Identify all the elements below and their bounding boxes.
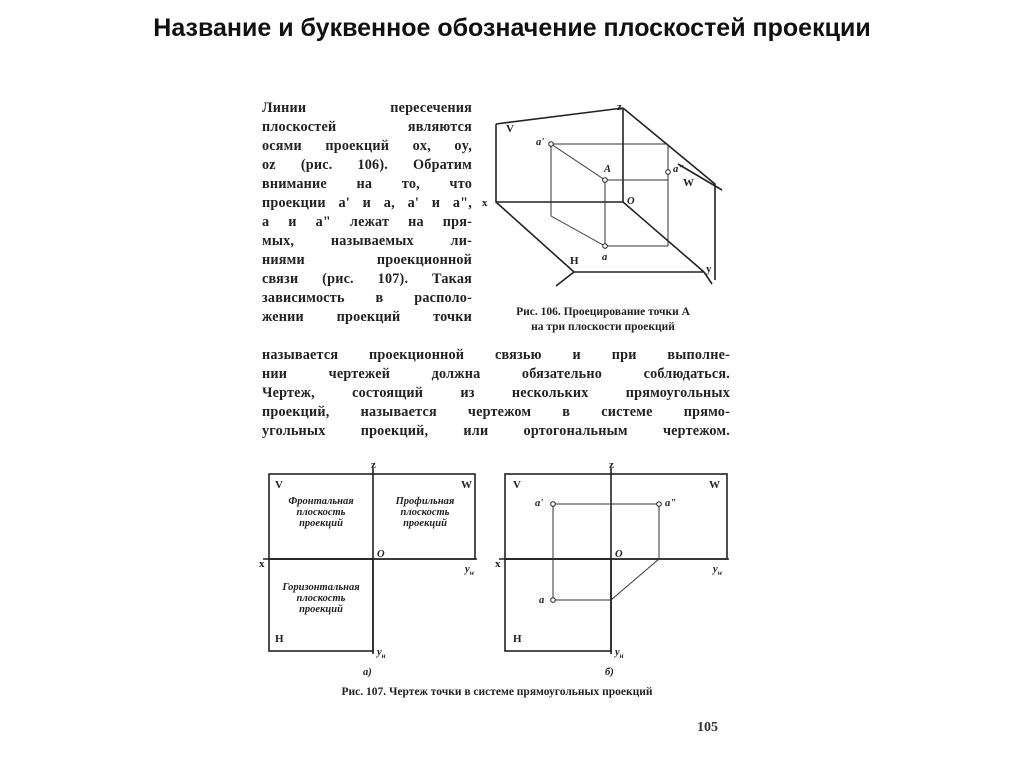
figure-107a (255, 460, 485, 685)
label-a: a (602, 252, 608, 263)
text-line: нии чертежей должна обязательно соблюдаться. (262, 366, 730, 382)
text-line: проекций, называется чертежом в системе прямо- (262, 404, 730, 420)
horizontal-line: проекций (299, 604, 343, 615)
label-sub: н (381, 652, 386, 660)
text-line: плоскостей являются (262, 119, 472, 135)
text-line: жении проекций точки (262, 309, 472, 325)
h-arrow (556, 272, 574, 286)
h-plane-edge (496, 202, 574, 272)
oy-axis (623, 202, 704, 272)
text-line: зависимость в располо- (262, 290, 472, 306)
label-W: W (461, 479, 472, 491)
label-V: V (275, 479, 283, 491)
page-number: 105 (697, 720, 718, 735)
label-sub: w (717, 569, 723, 577)
proj-line (611, 559, 659, 600)
label-x: x (259, 558, 265, 570)
label-W: W (683, 177, 694, 189)
point-a (551, 598, 556, 603)
label-yh (375, 647, 386, 660)
label-x: x (482, 197, 488, 209)
label-a-dprime: a" (665, 498, 677, 509)
label-yw (711, 564, 723, 577)
sublabel-a: а) (363, 667, 372, 678)
label-y: y (377, 647, 382, 658)
label-yh (613, 647, 624, 660)
label-y: y (706, 263, 712, 275)
profile-line: Профильная (395, 496, 455, 507)
label-a-prime: a' (535, 498, 544, 509)
point-a-prime (551, 502, 556, 507)
proj-line (551, 144, 605, 180)
label-y: y (465, 564, 470, 575)
label-V: V (513, 479, 521, 491)
horizontal-line: Горизонтальная (282, 582, 360, 593)
figure-106-caption (478, 305, 728, 335)
text-line: Линии пересечения (262, 100, 472, 116)
paragraph-left (262, 99, 472, 327)
text-line: мых, называемых ли- (262, 233, 472, 249)
frontal-line: проекций (299, 518, 343, 529)
figure-106 (478, 100, 738, 300)
text-line: ниями проекционной (262, 252, 472, 268)
label-sub: н (619, 652, 624, 660)
frontal-line: плоскость (296, 507, 346, 518)
text-line: внимание на то, что (262, 176, 472, 192)
label-yw (463, 564, 475, 577)
v-plane-top (496, 108, 623, 124)
text-line: Чертеж, состоящий из нескольких прямоугольных (262, 385, 730, 401)
label-H: H (275, 633, 284, 645)
caption-line: Рис. 106. Проецирование точки А (516, 306, 690, 318)
label-H: H (513, 633, 522, 645)
label-O: O (615, 549, 623, 560)
point-a-dprime (657, 502, 662, 507)
point-a-prime (549, 142, 554, 147)
label-a-prime: a' (536, 137, 545, 148)
paragraph-full (262, 346, 730, 441)
label-V: V (506, 123, 514, 135)
label-z: z (371, 459, 376, 471)
label-O: O (627, 196, 635, 207)
horizontal-line: плоскость (296, 593, 346, 604)
label-y: y (615, 647, 620, 658)
text-line: называется проекционной связью и при выполне- (262, 347, 730, 363)
text-line: проекции a' и a, a' и a", (262, 195, 472, 211)
label-z: z (609, 459, 614, 471)
label-y: y (713, 564, 718, 575)
label-W: W (709, 479, 720, 491)
slide-title: Название и буквенное обозначение плоскостей проекции (153, 14, 871, 42)
text-line: oz (рис. 106). Обратим (262, 157, 472, 173)
profile-line: проекций (403, 518, 447, 529)
point-A (603, 178, 608, 183)
frontal-line: Фронтальная (288, 496, 354, 507)
label-H: H (570, 255, 579, 267)
figure-107-caption: Рис. 107. Чертеж точки в системе прямоугольных проекций (341, 686, 653, 698)
point-a-dprime (666, 170, 671, 175)
label-x: x (495, 558, 501, 570)
w-plane-edges (623, 108, 715, 280)
figure-107b (495, 460, 740, 685)
caption-line: на три плоскости проекций (531, 321, 675, 333)
text-line: осями проекций ox, oy, (262, 138, 472, 154)
sublabel-b: б) (605, 667, 614, 678)
label-a-dprime: a" (673, 164, 685, 175)
label-sub: w (469, 569, 475, 577)
profile-line: плоскость (400, 507, 450, 518)
label-O: O (377, 549, 385, 560)
text-line: связи (рис. 107). Такая (262, 271, 472, 287)
frame-top (505, 474, 727, 559)
text-line: a и a" лежат на пря- (262, 214, 472, 230)
label-z: z (617, 101, 622, 113)
point-a (603, 244, 608, 249)
label-a: a (539, 595, 545, 606)
label-A: A (604, 164, 612, 175)
proj-line (551, 216, 605, 246)
text-line: угольных проекций, или ортогональным чертежом. (262, 423, 730, 439)
